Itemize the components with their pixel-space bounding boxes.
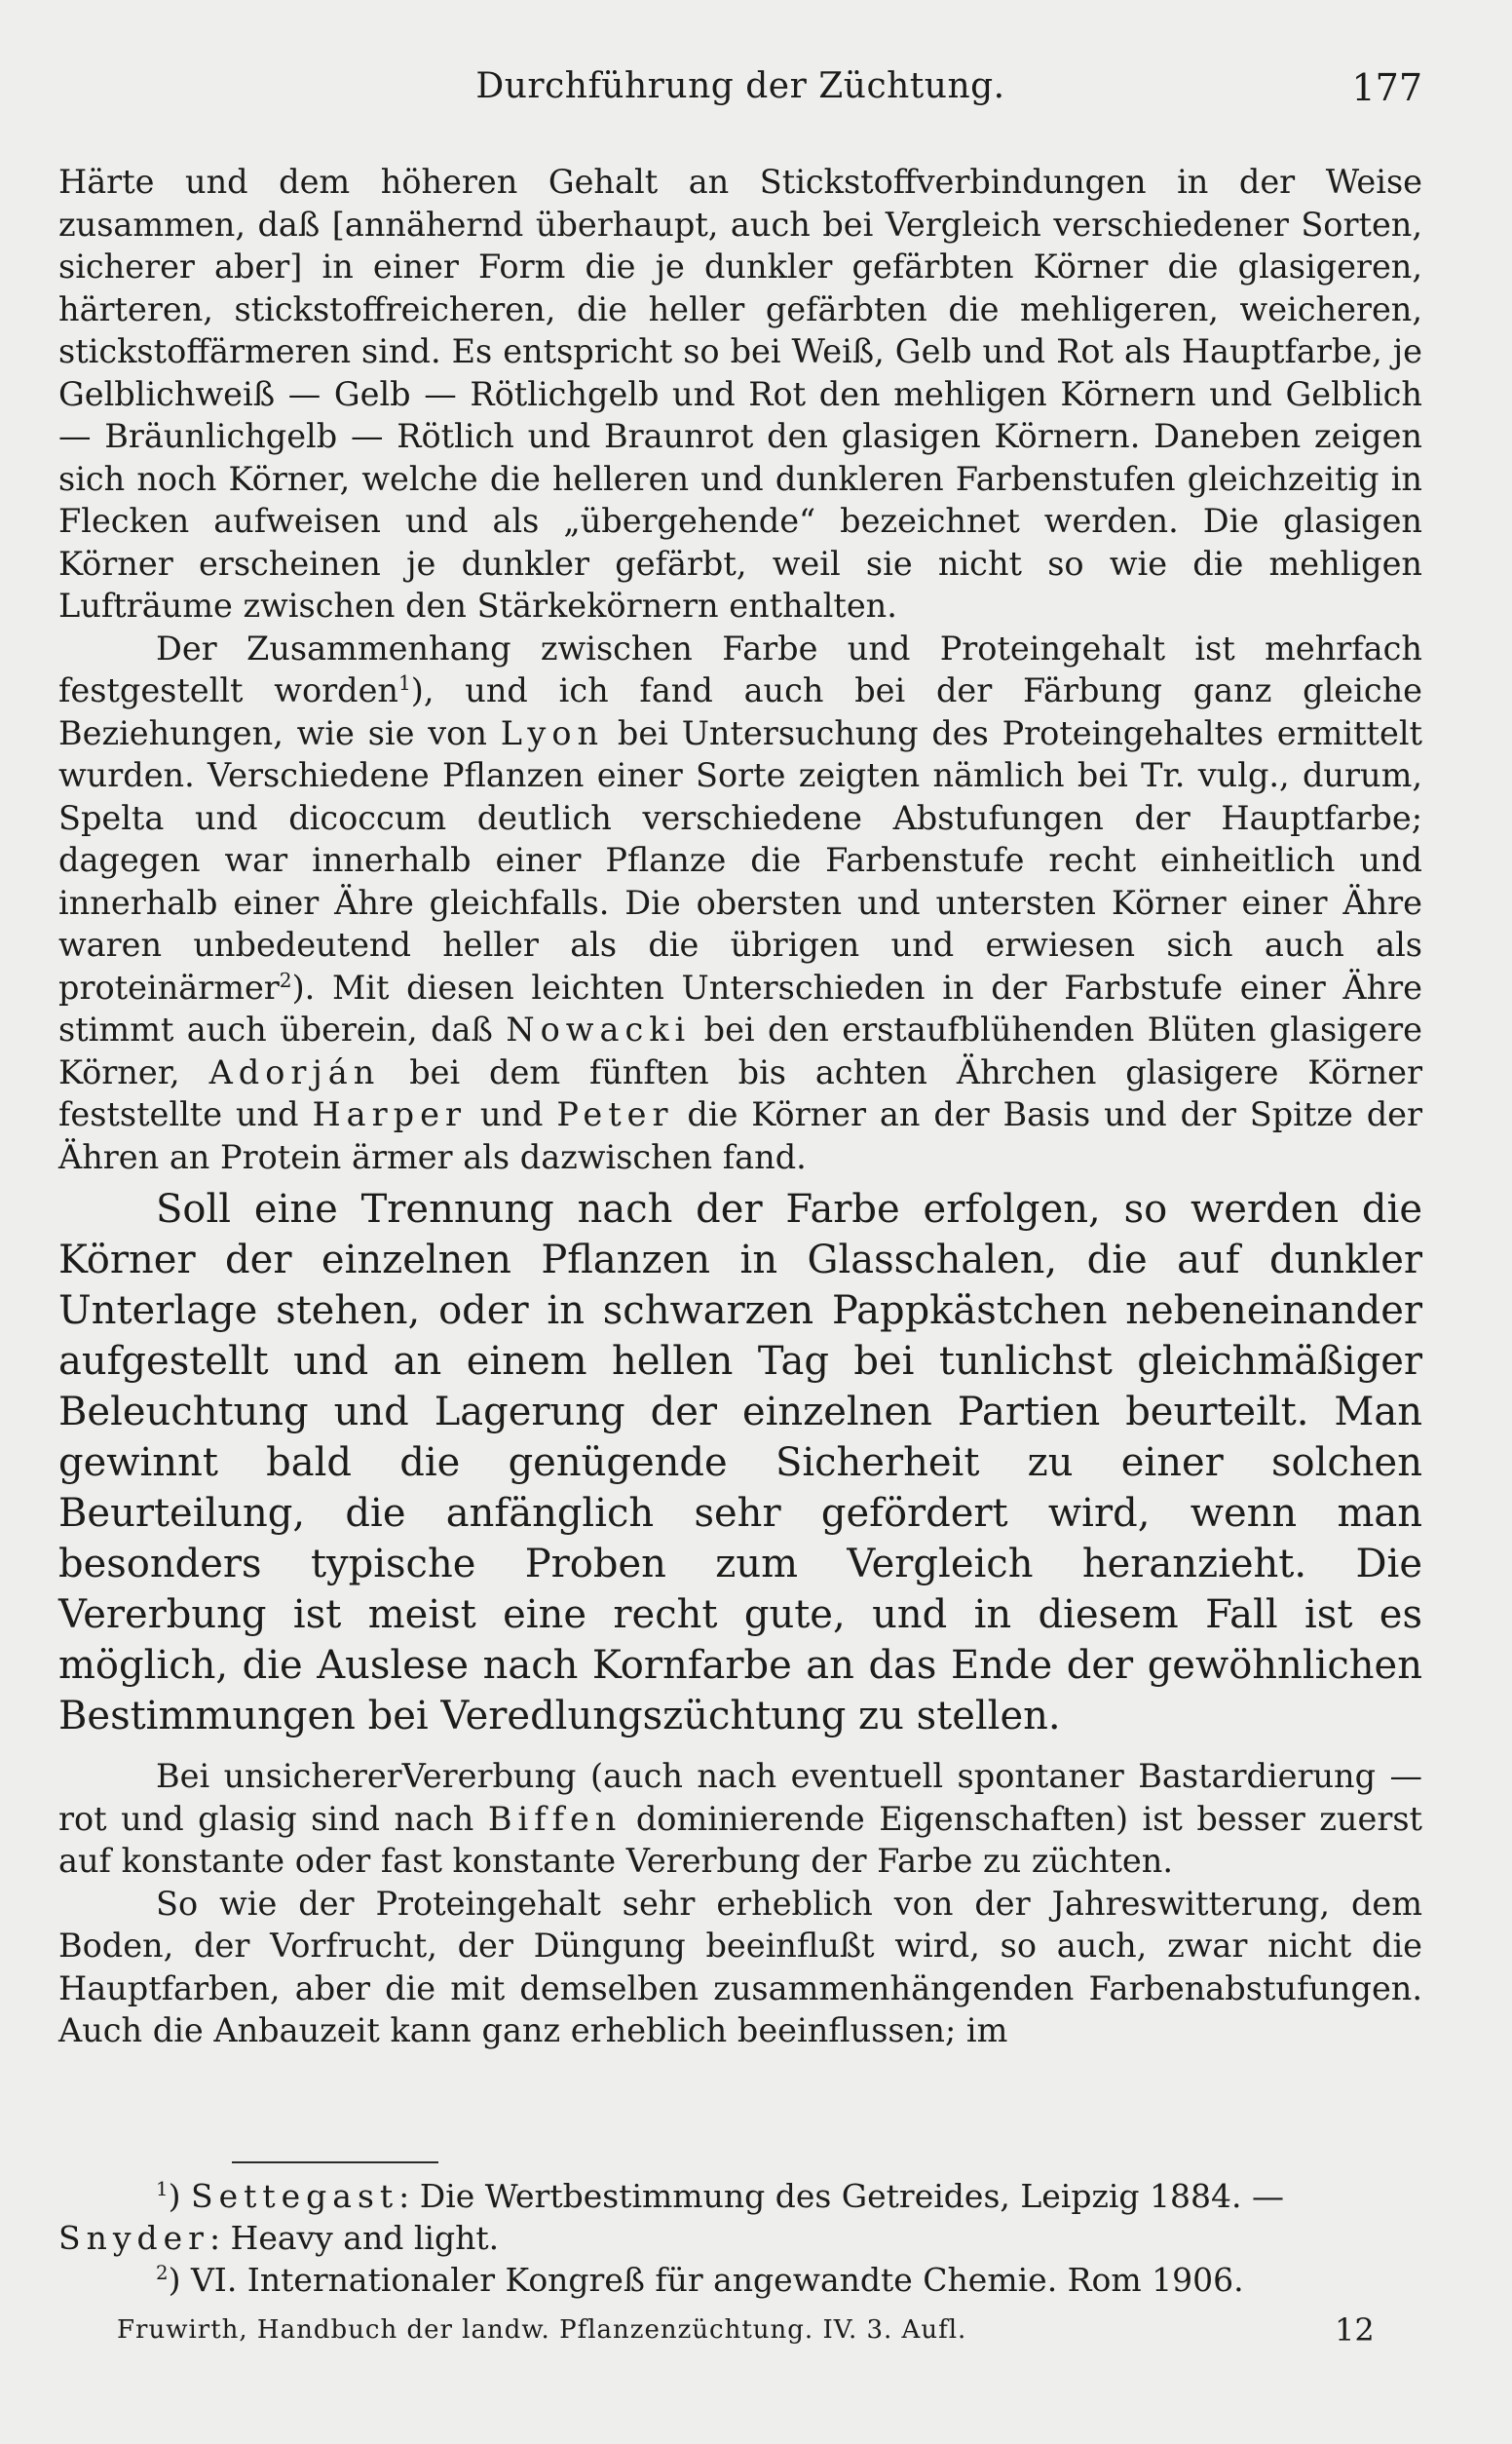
author-name: Settegast — [190, 2177, 399, 2215]
running-title: Durchführung der Züchtung. — [475, 66, 1005, 106]
paragraph-5: So wie der Proteingehalt sehr erheblich von der Jahreswitterung, dem Boden, der Vorfrucht, der Düngung beeinflußt wird, so auch, zwar nicht die Hauptfarben, aber die mit demselben zusammenhängenden Farbenabstufungen. Auch die Anbauzeit kann ganz erheblich beeinflussen; im — [58, 1884, 1422, 2049]
paragraph-2-text-e: bei den erstaufblühenden Blüten glasigere Körner, — [58, 1011, 1423, 1091]
paragraph-2-text-d: ). Mit diesen leichten Unterschieden in der Farbstufe einer Ähre stimmt auch überein, daß — [58, 968, 1422, 1049]
author-name: Lyon — [500, 713, 605, 752]
footnote-1-text-2: : Heavy and light. — [208, 2219, 500, 2257]
footnote-ref-1: 1 — [397, 670, 411, 695]
paragraph-2-text-g: und — [466, 1095, 557, 1133]
running-header — [58, 66, 1422, 115]
footnote-2-text: ) VI. Internationaler Kongreß für angewandte Chemie. Rom 1906. — [168, 2261, 1244, 2299]
paragraph-2-text-a: Der Zusammenhang zwischen Farbe und Proteingehalt ist mehrfach festgestellt worden — [58, 629, 1422, 709]
footnote-1: $^1$) Settegast: Die Wertbestimmung des Getreides, Leipzig 1884. — Snyder: Heavy and light. — [58, 2177, 1284, 2257]
author-name: Adorján — [208, 1052, 381, 1091]
footnote-1-marker: 1 — [156, 2178, 169, 2200]
paragraph-1: Härte und dem höheren Gehalt an Stickstoffverbindungen in der Weise zusammen, daß [annähernd überhaupt, auch bei Vergleich verschiedener Sorten, sicherer aber] in einer Form die je dunkler gefärbten Körner die glasigeren, härteren, stickstoffreicheren, die heller gefärbten die mehligeren, weicheren, stickstoffärmeren sind. Es entspricht so bei Weiß, Gelb und Rot als Hauptfarbe, je Gelblichweiß — Gelb — Rötlichgelb und Rot den mehligen Körnern und Gelblich — Bräunlichgelb — Rötlich und Braunrot den glasigen Körnern. Daneben zeigen sich noch Körner, welche die helleren und dunkleren Farbenstufen gleichzeitig in Flecken aufweisen und als „übergehende“ bezeichnet werden. Die glasigen Körner erscheinen je dunkler gefärbt, weil sie nicht so wie die mehligen Lufträume zwischen den Stärkekörnern enthalten. — [58, 163, 1422, 625]
paragraph-4-text-a: Bei unsichererVererbung (auch nach eventuell spontaner Bastardierung — rot und glasig sind nach — [58, 1757, 1422, 1838]
author-name: Nowacki — [506, 1011, 692, 1049]
footnote-2 — [58, 2259, 1422, 2301]
paragraph-4 — [58, 1755, 1422, 1883]
footnote-2-marker: 2 — [156, 2262, 169, 2284]
author-name: Peter — [556, 1095, 674, 1133]
paragraph-2 — [58, 628, 1422, 1179]
signature-number: 12 — [1335, 2311, 1375, 2349]
author-name: Snyder — [58, 2219, 209, 2257]
footnote-ref-2: 2 — [279, 968, 292, 992]
footnote-divider — [232, 2161, 438, 2163]
paragraph-2-text-c: bei Untersuchung des Proteingehaltes ermittelt wurden. Verschiedene Pflanzen einer Sorte zeigten nämlich bei Tr. vulg., durum, Spelta und dicoccum deutlich verschiedene Abstufungen der Hauptfarbe; dagegen war innerhalb einer Pflanze die Farbenstufe recht einheitlich und innerhalb einer Ähre gleichfalls. Die obersten und untersten Körner einer Ähre waren unbedeutend heller als die übrigen und erwiesen sich auch als proteinärmer — [58, 713, 1422, 1007]
footnote-1-text: : Die Wertbestimmung des Getreides, Leipzig 1884. — — [398, 2177, 1284, 2215]
page-footer — [58, 2308, 1422, 2350]
source-line: Fruwirth, Handbuch der landw. Pflanzenzüchtung. IV. 3. Aufl. — [117, 2315, 967, 2345]
author-name: Harper — [312, 1095, 467, 1133]
paragraph-4-text-b: dominierende Eigenschaften) ist besser zuerst auf konstante oder fast konstante Vererbung der Farbe zu züchten. — [58, 1799, 1422, 1880]
footnotes — [58, 2175, 1422, 2301]
paragraph-3-large-print: Soll eine Trennung nach der Farbe erfolgen, so werden die Körner der einzelnen Pflanzen in Glasschalen, die auf dunkler Unterlage stehen, oder in schwarzen Pappkästchen nebeneinander aufgestellt und an einem hellen Tag bei tunlichst gleichmäßiger Beleuchtung und Lagerung der einzelnen Partien beurteilt. Man gewinnt bald die genügende Sicherheit zu einer solchen Beurteilung, die anfänglich sehr gefördert wird, wenn man besonders typische Proben zum Vergleich heranzieht. Die Vererbung ist meist eine recht gute, und in diesem Fall ist es möglich, die Auslese nach Kornfarbe an das Ende der gewöhnlichen Bestimmungen bei Veredlungszüchtung zu stellen. — [58, 1187, 1422, 1738]
page-number: 177 — [1351, 66, 1422, 109]
paragraph-2-text-f: bei dem fünften bis achten Ährchen glasigere Körner feststellte und — [58, 1052, 1422, 1133]
body-text — [58, 161, 1422, 2052]
paragraph-2-text-b: ), und ich fand auch bei der Färbung ganz gleiche Beziehungen, wie sie von — [58, 671, 1422, 752]
paragraph-2-text-h: die Körner an der Basis und der Spitze der Ähren an Protein ärmer als dazwischen fand. — [58, 1095, 1422, 1176]
author-name: Biffen — [487, 1799, 623, 1838]
